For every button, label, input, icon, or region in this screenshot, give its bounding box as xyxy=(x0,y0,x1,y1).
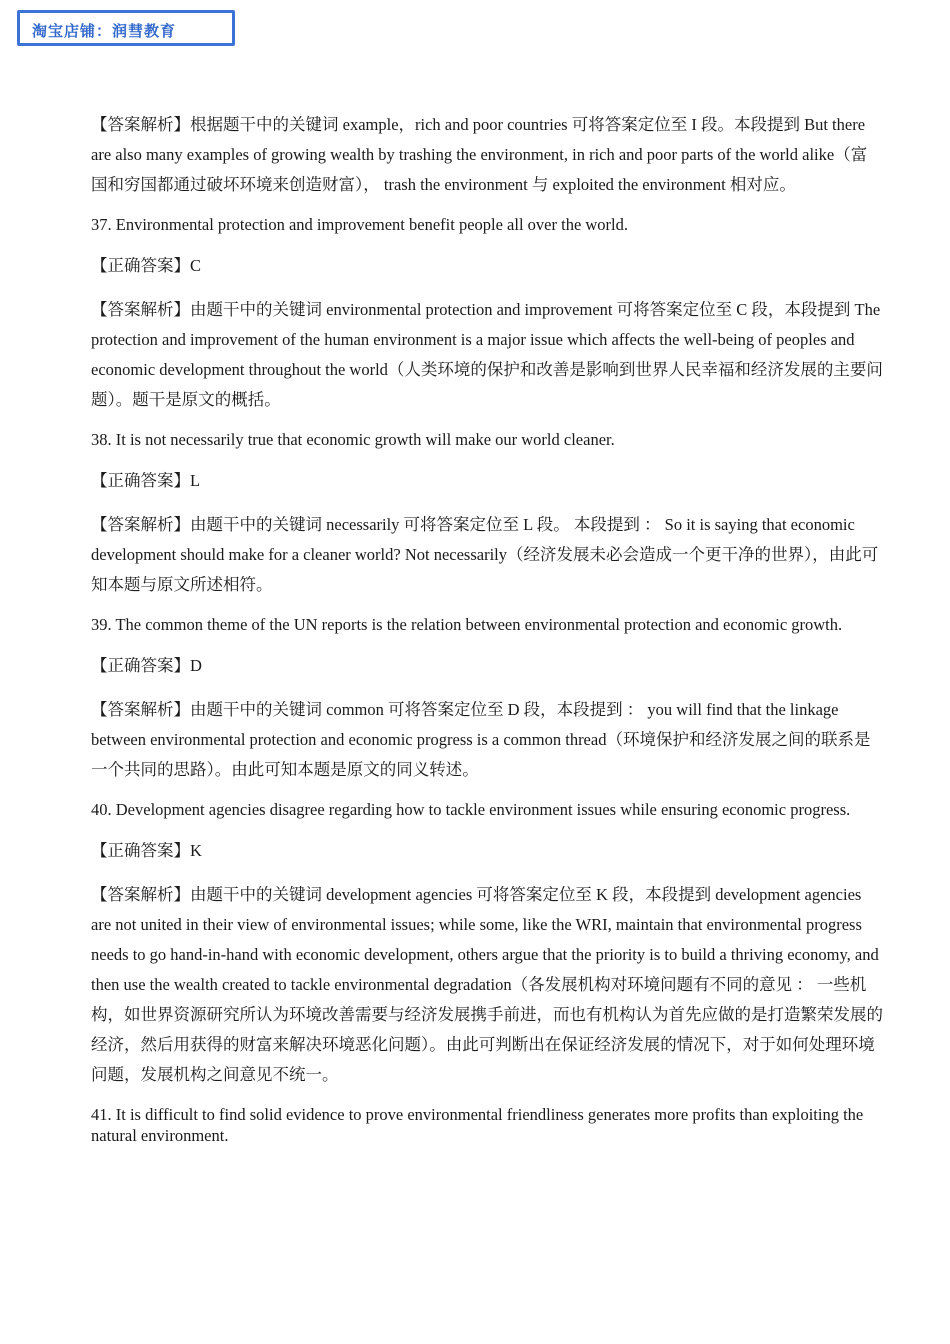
answer-39: 【正确答案】D xyxy=(91,656,202,675)
analysis-37: 【答案解析】由题干中的关键词 environmental protection and improvement 可将答案定位至 C 段，本段提到 The protection and improvement of the human environment is a major issue which affects the well-being of peoples and economic development throughout the world（人类环境的保护和改善是影响到世界人民幸福和经济发展的主要问题）。题干是原文的概括。 xyxy=(91,300,883,409)
question-39: 39. The common theme of the UN reports is the relation between environmental protection and economic growth. xyxy=(91,615,843,634)
question-41: 41. It is difficult to find solid evidence to prove environmental friendliness generates more profits than exploiting the natural environment. xyxy=(91,1105,864,1145)
question-37: 37. Environmental protection and improvement benefit people all over the world. xyxy=(91,215,629,234)
shop-watermark-text: 淘宝店铺：润彗教育 xyxy=(32,22,177,40)
shop-watermark-box xyxy=(17,10,235,46)
question-38: 38. It is not necessarily true that economic growth will make our world cleaner. xyxy=(91,430,615,449)
answer-37: 【正确答案】C xyxy=(91,256,202,275)
analysis-39: 【答案解析】由题干中的关键词 common 可将答案定位至 D 段，本段提到 ： you will find that the linkage between environmental protection and economic progress is a common thread（环境保护和经济发展之间的联系是一个共同的思路）。由此可知本题是原文的同义转述。 xyxy=(91,700,871,779)
document-body xyxy=(91,110,883,1164)
analysis-40: 【答案解析】由题干中的关键词 development agencies 可将答案定位至 K 段，本段提到 development agencies are not united in their view of environmental issues; while some, like the WRI, maintain that environmental progress needs to go hand-in-hand with economic development, others argue that the priority is to build a thriving economy, and then use the wealth created to tackle environmental degradation（各发展机构对环境问题有不同的意见 ： 一些机构，如世界资源研究所认为环境改善需要与经济发展携手前进，而也有机构认为首先应做的是打造繁荣发展的经济，然后用获得的财富来解决环境恶化问题）。由此可判断出在保证经济发展的情况下，对于如何处理环境问题，发展机构之间意见不统一。 xyxy=(91,885,883,1084)
analysis-38: 【答案解析】由题干中的关键词 necessarily 可将答案定位至 L 段。 本段提到 ： So it is saying that economic development should make for a cleaner world? Not necessarily（经济发展未必会造成一个更干净的世界），由此可知本题与原文所述相符。 xyxy=(91,515,879,594)
answer-40: 【正确答案】K xyxy=(91,841,202,860)
analysis-36: 【答案解析】根据题干中的关键词 example，rich and poor countries 可将答案定位至 I 段。本段提到 But there are also many examples of growing wealth by trashing the environment, in rich and poor parts of the world alike（富国和穷国都通过破坏环境来创造财富）， trash the environment 与 exploited the environment 相对应。 xyxy=(91,115,868,194)
answer-38: 【正确答案】L xyxy=(91,471,201,490)
question-40: 40. Development agencies disagree regarding how to tackle environment issues while ensuring economic progress. xyxy=(91,800,851,819)
